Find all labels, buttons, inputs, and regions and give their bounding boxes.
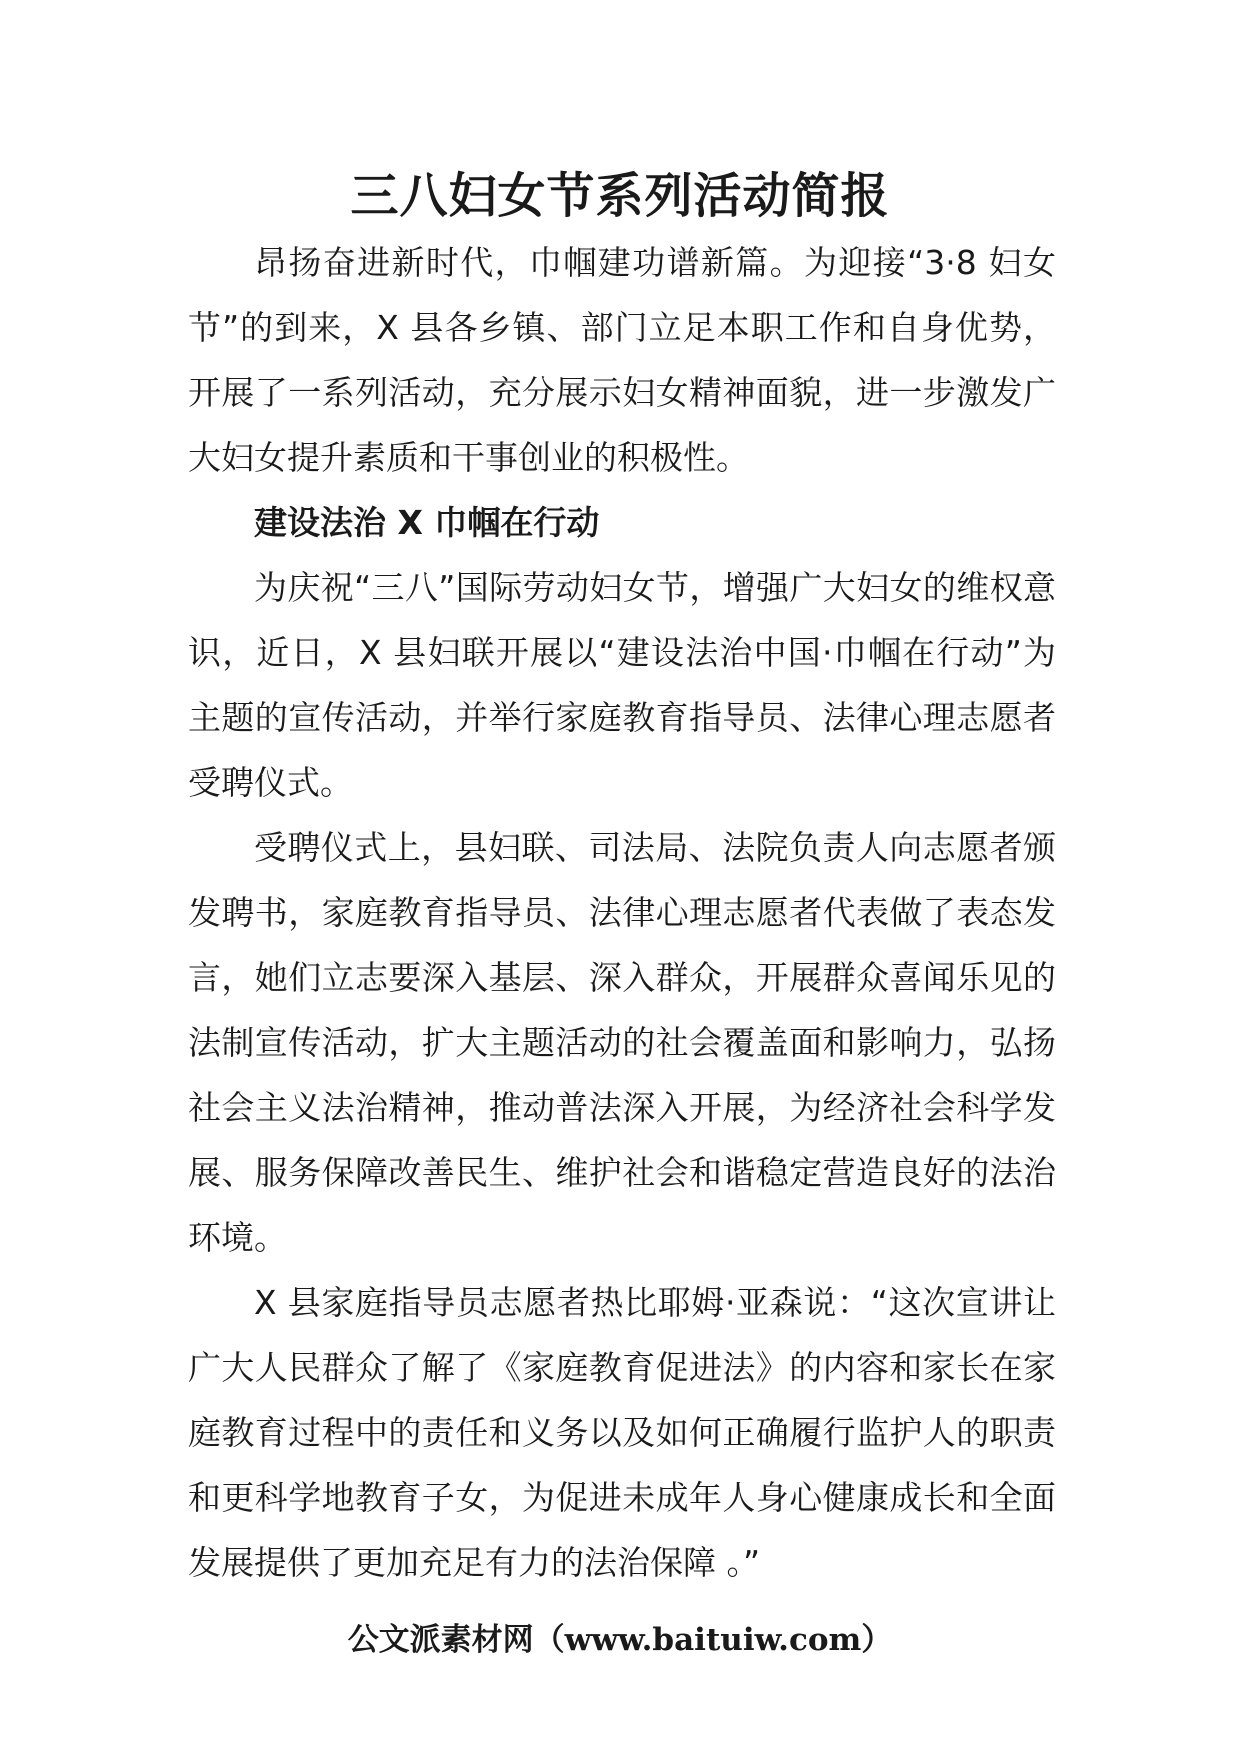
source-footer: 公文派素材网（www.baituiw.com） <box>347 1622 893 1658</box>
body-paragraph-3: X 县家庭指导员志愿者热比耶姆·亚森说：“这次宣讲让广大人民群众了解了《家庭教育促进法》的内容和家长在家庭教育过程中的责任和义务以及如何正确履行监护人的职责和更科学地教育子女，为促进未成年人身心健康成长和全面发展提供了更加充足有力的法治保障 。” <box>188 1283 1056 1582</box>
document-body <box>188 230 1056 1595</box>
body-paragraph-2: 受聘仪式上，县妇联、司法局、法院负责人向志愿者颁发聘书，家庭教育指导员、法律心理志愿者代表做了表态发言，她们立志要深入基层、深入群众，开展群众喜闻乐见的法制宣传活动，扩大主题活动的社会覆盖面和影响力，弘扬社会主义法治精神，推动普法深入开展，为经济社会科学发展、服务保障改善民生、维护社会和谐稳定营造良好的法治环境。 <box>188 828 1056 1257</box>
body-paragraph-1: 为庆祝“三八”国际劳动妇女节，增强广大妇女的维权意识，近日，X 县妇联开展以“建设法治中国·巾帼在行动”为主题的宣传活动，并举行家庭教育指导员、法律心理志愿者受聘仪式。 <box>188 568 1056 802</box>
intro-paragraph: 昂扬奋进新时代，巾帼建功谱新篇。为迎接“3·8 妇女节”的到来，X 县各乡镇、部门立足本职工作和自身优势，开展了一系列活动，充分展示妇女精神面貌，进一步激发广大妇女提升素质和干事创业的积极性。 <box>188 243 1056 477</box>
section-heading: 建设法治 X 巾帼在行动 <box>254 503 600 542</box>
document-title: 三八妇女节系列活动简报 <box>350 168 890 224</box>
